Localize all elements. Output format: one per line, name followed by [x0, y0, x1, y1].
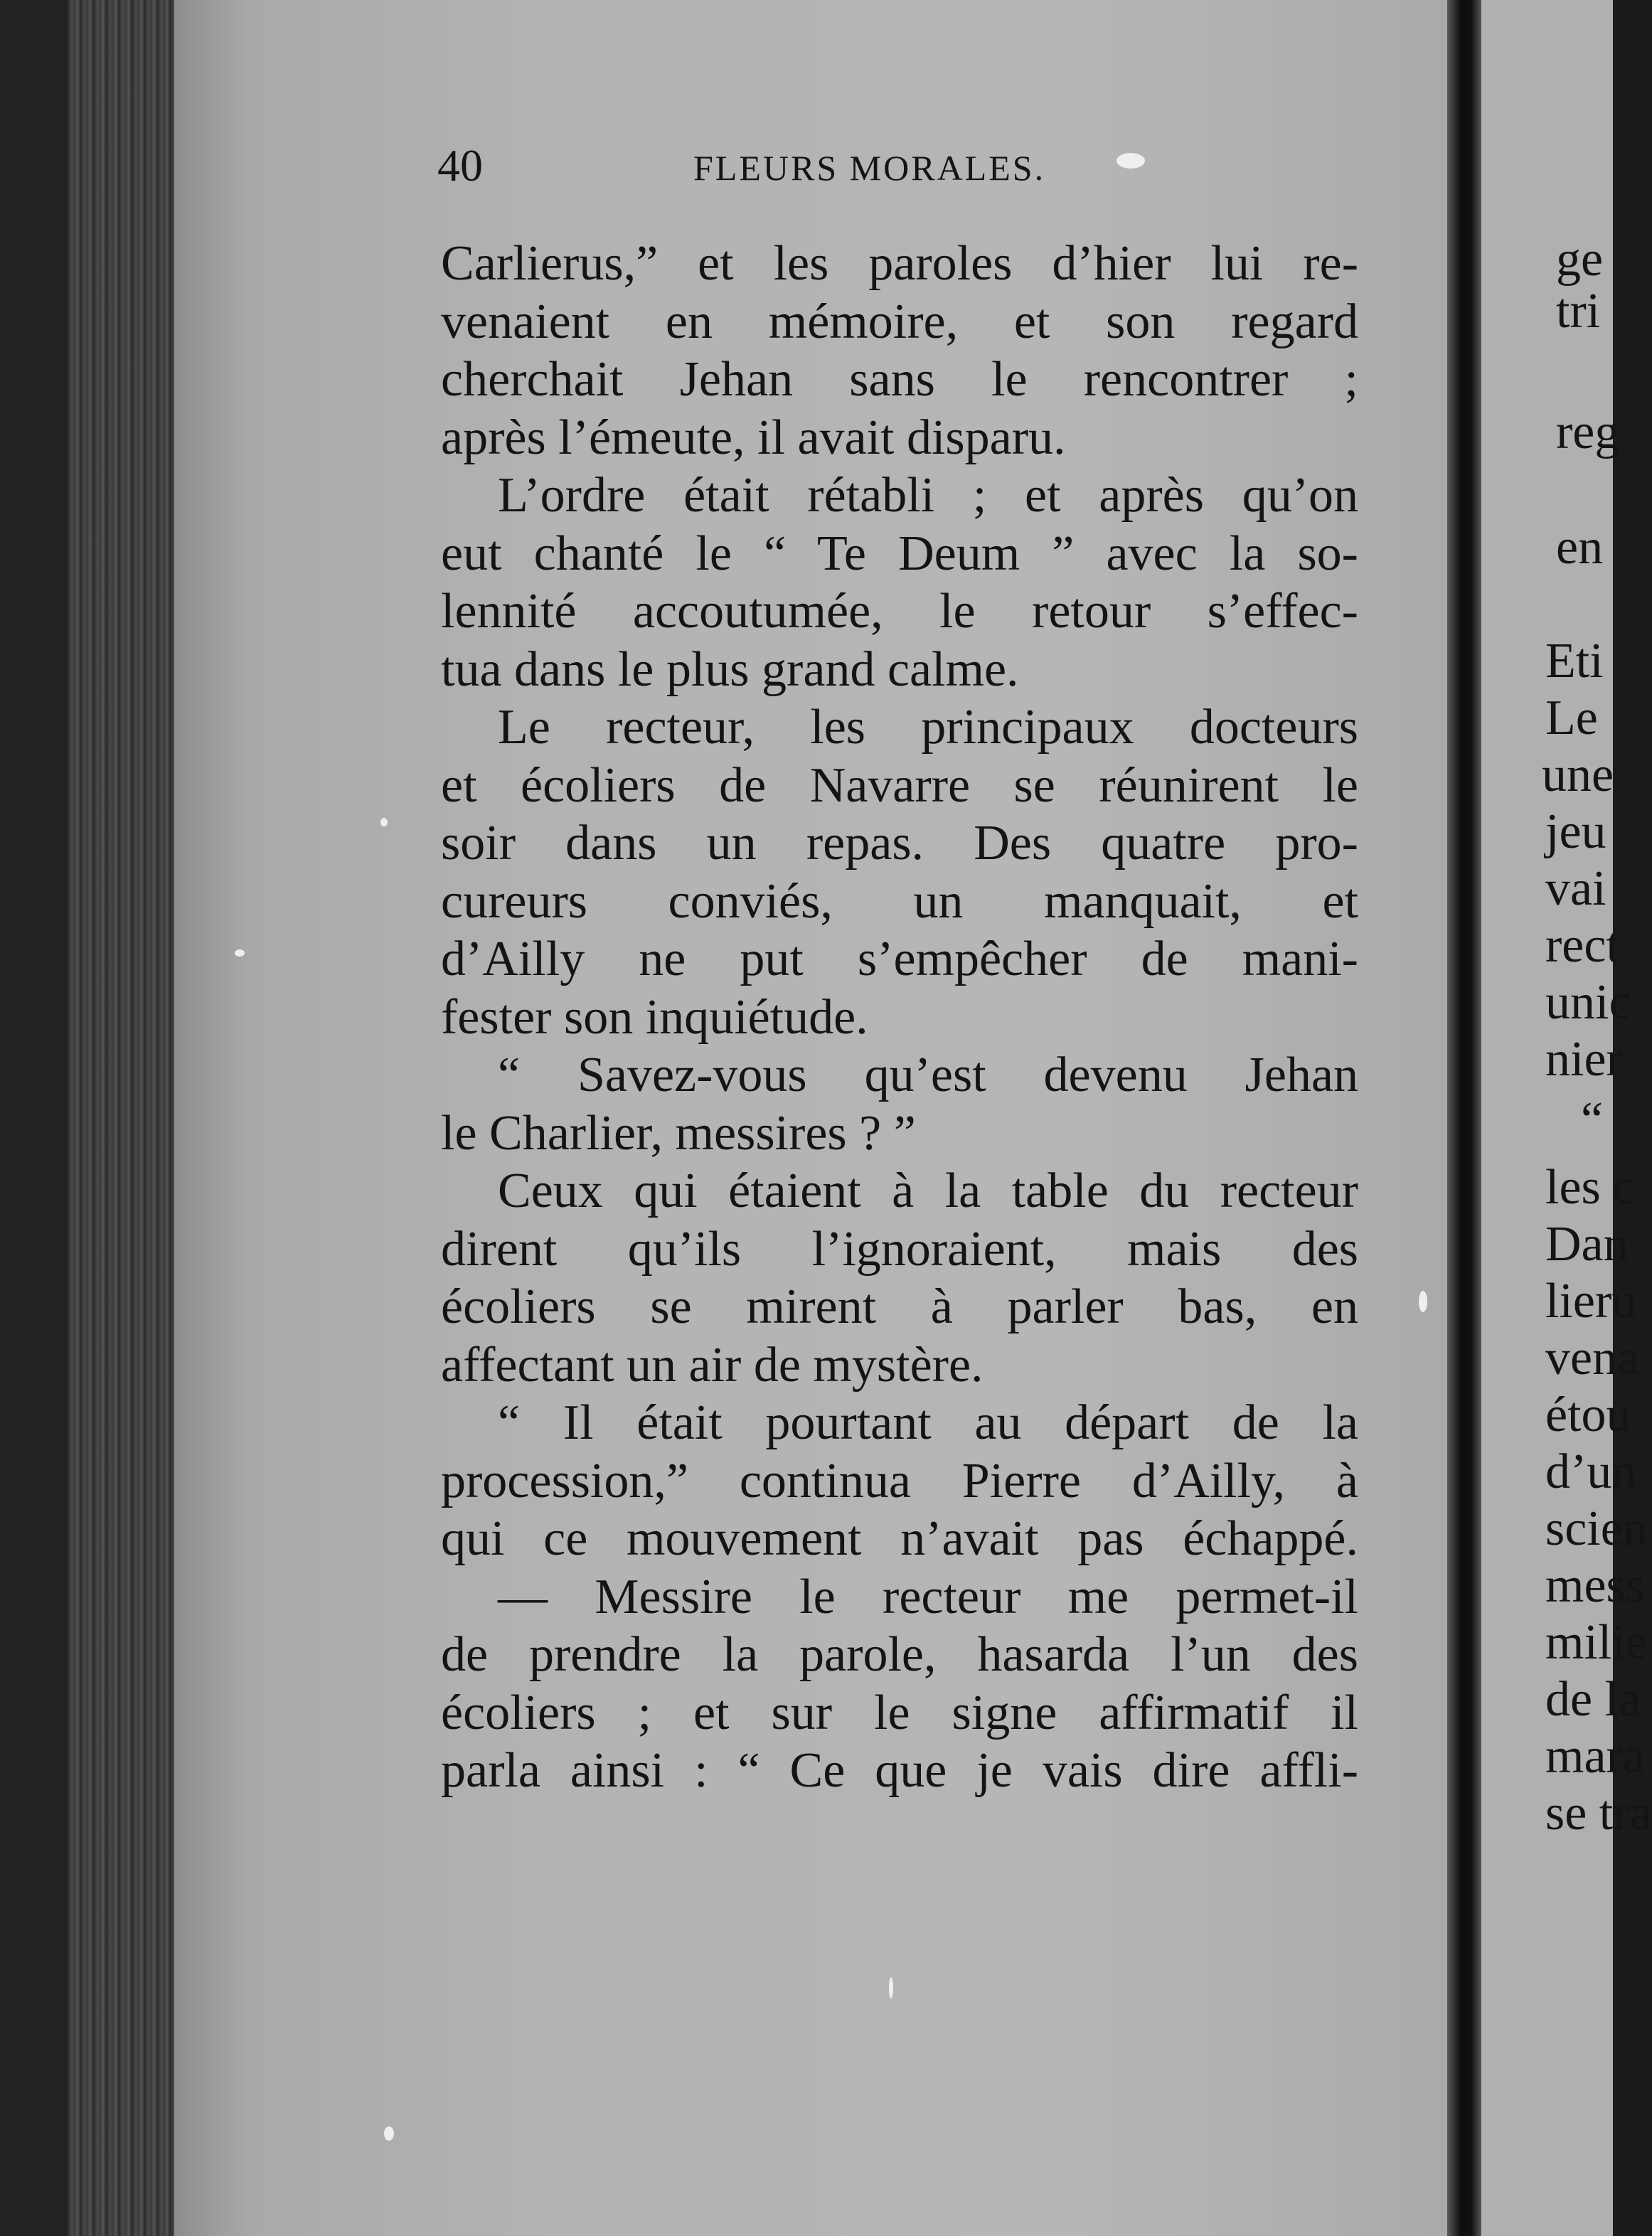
dust-speck [1419, 1291, 1427, 1312]
next-page-line: de la [1545, 1672, 1641, 1727]
running-title: FLEURS MORALES. [693, 148, 1046, 188]
next-page-line: mara [1545, 1729, 1645, 1784]
text-line: écoliers ; et sur le signe affirmatif il [441, 1685, 1358, 1740]
next-page-line: “ [1581, 1092, 1604, 1147]
next-page-line: reg [1556, 405, 1620, 459]
text-line: Ceux qui étaient à la table du recteur [498, 1164, 1358, 1218]
next-page-text [1481, 0, 1652, 2236]
next-page-fragment [1481, 0, 1652, 2236]
next-page-line: en [1556, 520, 1604, 575]
text-line: L’ordre était rétabli ; et après qu’on [498, 468, 1358, 523]
next-page-line: nier [1545, 1032, 1623, 1087]
dust-speck [889, 1977, 893, 1998]
next-page-line: mess [1545, 1558, 1645, 1613]
next-page-line: d’un [1545, 1444, 1637, 1499]
book-spine-shadow [0, 0, 68, 2236]
page-edges [68, 0, 178, 2236]
dust-speck [235, 949, 245, 957]
text-line: fester son inquiétude. [441, 989, 868, 1045]
next-page-line: Eti [1545, 634, 1604, 688]
text-line: tua dans le plus grand calme. [441, 641, 1019, 697]
next-page-line: milie [1545, 1615, 1648, 1670]
next-page-line: Le [1545, 691, 1598, 745]
text-line: qui ce mouvement n’avait pas échappé. [441, 1511, 1358, 1566]
text-line: affectant un air de mystère. [441, 1337, 984, 1393]
next-page-line: lieru [1545, 1274, 1637, 1329]
text-line: eut chanté le “ Te Deum ” avec la so- [441, 526, 1358, 581]
next-page-line: rect [1545, 918, 1620, 973]
next-page-line: vai [1545, 861, 1606, 916]
text-line: écoliers se mirent à parler bas, en [441, 1279, 1358, 1334]
text-line: venaient en mémoire, et son regard [441, 294, 1358, 349]
next-page-line: tri [1556, 284, 1601, 339]
text-line: Le recteur, les principaux docteurs [498, 700, 1358, 755]
dust-speck [380, 818, 388, 826]
page-header [437, 141, 1362, 191]
text-line: d’Ailly ne put s’empêcher de mani- [441, 932, 1358, 986]
text-line: “ Savez-vous qu’est devenu Jehan [498, 1048, 1358, 1102]
next-page-line: scien [1545, 1501, 1648, 1556]
book-gutter [1447, 0, 1481, 2236]
next-page-line: étou [1545, 1388, 1631, 1442]
next-page-line: se tra [1545, 1786, 1652, 1841]
dust-speck [384, 2126, 394, 2141]
text-line: après l’émeute, il avait disparu. [441, 410, 1066, 465]
text-line: le Charlier, messires ? ” [441, 1105, 916, 1161]
text-line: — Messire le recteur me permet-il [498, 1569, 1358, 1624]
dust-speck [1117, 153, 1145, 169]
text-line: dirent qu’ils l’ignoraient, mais des [441, 1221, 1358, 1277]
text-line: Carlierus,” et les paroles d’hier lui re- [441, 236, 1358, 291]
page-number: 40 [437, 140, 483, 191]
text-line: soir dans un repas. Des quatre pro- [441, 816, 1358, 871]
text-line: et écoliers de Navarre se réunirent le [441, 757, 1358, 813]
next-page-line: une [1542, 747, 1614, 802]
next-page-line: unic [1545, 975, 1631, 1030]
text-line: “ Il était pourtant au départ de la [498, 1395, 1358, 1450]
next-page-line: Dan [1545, 1217, 1629, 1272]
next-page-line: ge [1556, 232, 1604, 287]
body-text [441, 235, 1358, 1800]
text-line: cherchait Jehan sans le rencontrer ; [441, 352, 1358, 407]
text-line: parla ainsi : “ Ce que je vais dire affli- [441, 1743, 1358, 1798]
text-line: lennité accoutumée, le retour s’effec- [441, 584, 1358, 639]
text-line: de prendre la parole, hasarda l’un des [441, 1627, 1358, 1682]
next-page-line: les c [1545, 1160, 1636, 1215]
next-page-line: jeu [1545, 804, 1606, 859]
next-page-line: vena [1545, 1331, 1640, 1385]
text-line: cureurs conviés, un manquait, et [441, 873, 1358, 929]
text-line: procession,” continua Pierre d’Ailly, à [441, 1453, 1358, 1508]
